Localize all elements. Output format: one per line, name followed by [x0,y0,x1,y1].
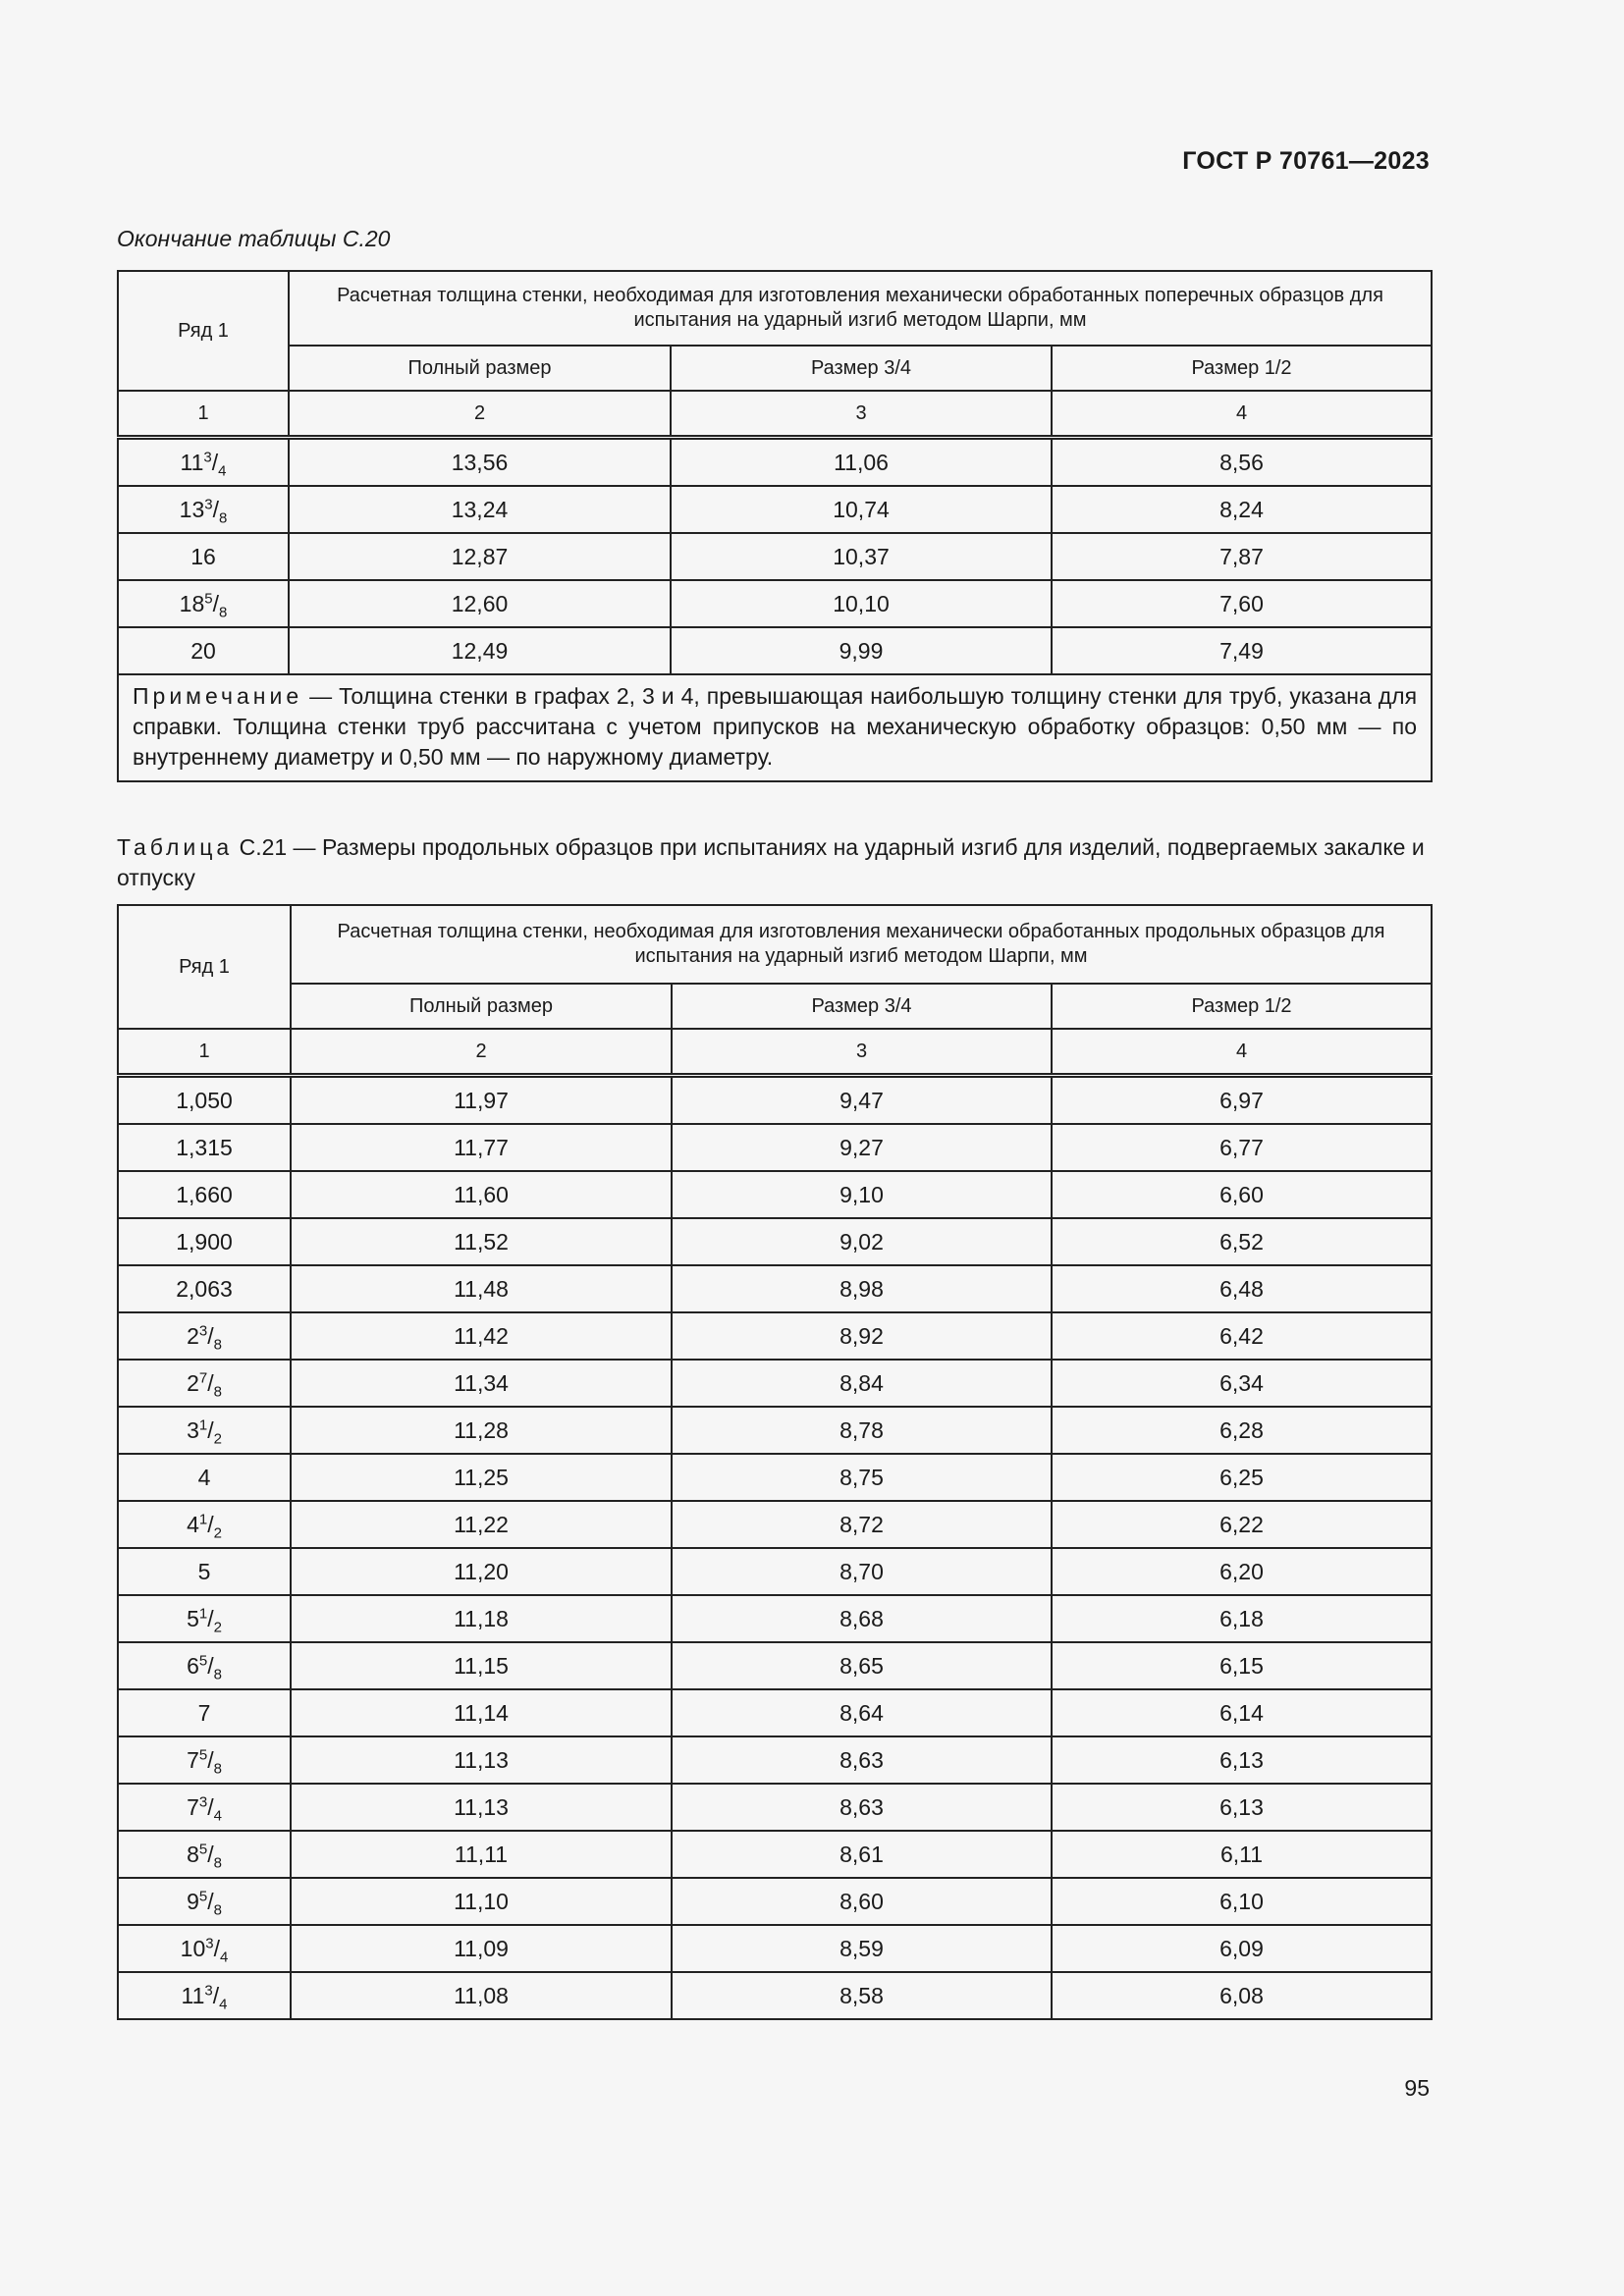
fraction-slash: / [212,590,219,616]
row-whole: 2 [187,1369,199,1396]
row-whole: 7 [197,1699,211,1726]
column-number: 1 [118,391,289,438]
row-whole: 13 [179,496,205,522]
table-row [118,1124,1432,1171]
row-designation [118,1454,291,1501]
row-designation [118,1360,291,1407]
value-size-half: 6,52 [1052,1218,1432,1265]
value-size-half: 6,28 [1052,1407,1432,1454]
value-size-three-quarter: 9,27 [672,1124,1052,1171]
fraction-denominator: 8 [213,1854,222,1872]
value-size-half: 6,22 [1052,1501,1432,1548]
value-size-half: 6,13 [1052,1736,1432,1784]
row-designation [118,627,289,674]
fraction-numerator: 5 [198,1887,208,1904]
fraction-numerator: 3 [204,1981,213,1999]
fraction-denominator: 8 [218,509,228,527]
value-full-size: 11,13 [291,1736,672,1784]
table-row [118,1831,1432,1878]
row-whole: 1,315 [176,1134,233,1160]
header-full-size: Полный размер [291,984,672,1029]
value-size-three-quarter: 11,06 [671,438,1052,487]
value-size-half: 6,18 [1052,1595,1432,1642]
row-designation [118,1501,291,1548]
table-c20-continued [117,270,1433,782]
fraction-numerator: 1 [198,1604,208,1622]
value-size-three-quarter: 8,61 [672,1831,1052,1878]
value-full-size: 12,49 [289,627,671,674]
column-number: 3 [672,1029,1052,1076]
value-size-three-quarter: 8,64 [672,1689,1052,1736]
row-designation [118,1689,291,1736]
row-designation [118,486,289,533]
value-full-size: 11,42 [291,1312,672,1360]
value-size-half: 6,77 [1052,1124,1432,1171]
table-row [118,1076,1432,1125]
row-designation [118,1595,291,1642]
row-whole: 2,063 [176,1275,233,1302]
table-row [118,1548,1432,1595]
row-whole: 20 [190,637,216,664]
header-size-half: Размер 1/2 [1052,984,1432,1029]
fraction-numerator: 5 [198,1745,208,1763]
value-size-three-quarter: 9,02 [672,1218,1052,1265]
value-size-three-quarter: 8,60 [672,1878,1052,1925]
fraction-denominator: 8 [213,1901,222,1919]
fraction-slash: / [207,1746,214,1773]
value-size-half: 6,08 [1052,1972,1432,2019]
value-full-size: 11,10 [291,1878,672,1925]
row-whole: 7 [187,1746,199,1773]
table-row [118,1171,1432,1218]
table-row [118,1972,1432,2019]
row-designation [118,438,289,487]
header-size-three-quarter: Размер 3/4 [671,346,1052,391]
value-size-half: 7,60 [1052,580,1432,627]
value-size-half: 6,13 [1052,1784,1432,1831]
value-size-three-quarter: 8,98 [672,1265,1052,1312]
value-size-three-quarter: 8,70 [672,1548,1052,1595]
value-size-three-quarter: 8,68 [672,1595,1052,1642]
fraction-numerator: 5 [198,1840,208,1857]
row-designation [118,1218,291,1265]
row-whole: 11 [181,1982,205,2008]
row-designation [118,1265,291,1312]
table-row [118,1595,1432,1642]
fraction-slash: / [212,496,219,522]
value-size-half: 6,14 [1052,1689,1432,1736]
fraction-denominator: 4 [213,1807,222,1825]
value-full-size: 13,56 [289,438,671,487]
fraction-denominator: 8 [213,1760,222,1778]
row-whole: 16 [190,543,216,569]
value-size-three-quarter: 8,75 [672,1454,1052,1501]
fraction-denominator: 4 [218,462,227,480]
table-row [118,1925,1432,1972]
fraction-numerator: 3 [205,1934,214,1951]
fraction-denominator: 4 [219,1996,228,2013]
fraction-denominator: 8 [218,604,228,621]
fraction-slash: / [207,1322,214,1349]
fraction-slash: / [207,1511,214,1537]
table-row [118,1312,1432,1360]
row-whole: 11 [180,449,204,475]
table-row [118,1265,1432,1312]
row-whole: 3 [187,1416,199,1443]
fraction-denominator: 2 [213,1524,222,1542]
value-size-three-quarter: 8,65 [672,1642,1052,1689]
row-whole: 2 [187,1322,199,1349]
value-size-half: 7,49 [1052,627,1432,674]
column-number: 4 [1052,1029,1432,1076]
table-note [118,674,1432,781]
value-full-size: 12,87 [289,533,671,580]
value-full-size: 13,24 [289,486,671,533]
fraction-numerator: 3 [198,1321,208,1339]
row-designation [118,1878,291,1925]
page-number: 95 [1404,2075,1430,2101]
value-size-half: 6,25 [1052,1454,1432,1501]
header-wall-thickness: Расчетная толщина стенки, необходимая для изготовления механически обработанных продольных образцов для испытания на ударный изгиб методом Шарпи, мм [291,905,1432,984]
column-number: 1 [118,1029,291,1076]
row-whole: 1,900 [176,1228,233,1255]
value-size-three-quarter: 8,72 [672,1501,1052,1548]
value-size-half: 6,15 [1052,1642,1432,1689]
value-size-three-quarter: 8,78 [672,1407,1052,1454]
value-full-size: 11,20 [291,1548,672,1595]
value-full-size: 11,52 [291,1218,672,1265]
fraction-slash: / [207,1652,214,1679]
table-row [118,1878,1432,1925]
fraction-slash: / [212,1982,220,2008]
value-full-size: 11,18 [291,1595,672,1642]
table-row [118,1689,1432,1736]
column-number: 2 [289,391,671,438]
value-full-size: 11,34 [291,1360,672,1407]
value-size-half: 6,20 [1052,1548,1432,1595]
value-full-size: 11,09 [291,1925,672,1972]
table-row [118,1784,1432,1831]
row-designation [118,580,289,627]
header-full-size: Полный размер [289,346,671,391]
table-caption-label: Таблица [117,834,234,860]
fraction-slash: / [207,1793,214,1820]
fraction-numerator: 5 [198,1651,208,1669]
table-c21-caption [117,832,1431,893]
header-size-three-quarter: Размер 3/4 [672,984,1052,1029]
fraction-denominator: 8 [213,1666,222,1683]
fraction-slash: / [213,1935,220,1961]
value-size-three-quarter: 8,92 [672,1312,1052,1360]
value-full-size: 11,77 [291,1124,672,1171]
row-designation [118,1124,291,1171]
value-size-three-quarter: 10,37 [671,533,1052,580]
value-size-half: 6,09 [1052,1925,1432,1972]
value-size-three-quarter: 9,47 [672,1076,1052,1125]
value-full-size: 11,11 [291,1831,672,1878]
row-whole: 1,050 [176,1087,233,1113]
value-size-half: 6,97 [1052,1076,1432,1125]
table-row [118,1407,1432,1454]
value-full-size: 11,08 [291,1972,672,2019]
value-full-size: 12,60 [289,580,671,627]
row-whole: 8 [187,1841,199,1867]
table-row [118,438,1432,487]
header-wall-thickness: Расчетная толщина стенки, необходимая для изготовления механически обработанных поперечных образцов для испытания на ударный изгиб методом Шарпи, мм [289,271,1432,346]
value-size-half: 6,10 [1052,1878,1432,1925]
fraction-denominator: 8 [213,1383,222,1401]
fraction-denominator: 2 [213,1430,222,1448]
fraction-numerator: 7 [198,1368,208,1386]
row-designation [118,1171,291,1218]
row-whole: 6 [187,1652,199,1679]
value-size-three-quarter: 10,74 [671,486,1052,533]
value-size-three-quarter: 10,10 [671,580,1052,627]
value-full-size: 11,22 [291,1501,672,1548]
value-full-size: 11,25 [291,1454,672,1501]
row-designation [118,1784,291,1831]
table-row [118,1736,1432,1784]
header-row-column: Ряд 1 [118,905,291,1029]
table-row [118,1454,1432,1501]
value-full-size: 11,97 [291,1076,672,1125]
fraction-slash: / [207,1605,214,1631]
value-full-size: 11,13 [291,1784,672,1831]
row-designation [118,1076,291,1125]
value-size-half: 6,11 [1052,1831,1432,1878]
row-whole: 5 [197,1558,211,1584]
fraction-slash: / [207,1888,214,1914]
column-number: 4 [1052,391,1432,438]
value-full-size: 11,15 [291,1642,672,1689]
row-whole: 18 [179,590,205,616]
value-size-half: 6,48 [1052,1265,1432,1312]
value-full-size: 11,28 [291,1407,672,1454]
value-size-half: 6,34 [1052,1360,1432,1407]
table-row [118,1642,1432,1689]
note-text: — Толщина стенки в графах 2, 3 и 4, превышающая наибольшую толщину стенки для труб, указана для справки. Толщина стенки труб рассчитана с учетом припусков на механическую обработку образцов: 0,50 мм — по внутреннему диаметру и 0,50 мм — по наружному диаметру. [133,683,1418,770]
table-row [118,1360,1432,1407]
value-full-size: 11,14 [291,1689,672,1736]
row-whole: 4 [197,1464,211,1490]
fraction-numerator: 1 [198,1510,208,1527]
fraction-numerator: 3 [198,1792,208,1810]
table-row [118,580,1432,627]
row-designation [118,533,289,580]
table-row [118,627,1432,674]
fraction-slash: / [207,1369,214,1396]
fraction-numerator: 5 [204,589,213,607]
fraction-denominator: 2 [213,1619,222,1636]
row-whole: 4 [187,1511,199,1537]
value-size-three-quarter: 8,58 [672,1972,1052,2019]
fraction-slash: / [211,449,219,475]
column-number: 2 [291,1029,672,1076]
value-size-three-quarter: 8,84 [672,1360,1052,1407]
row-designation [118,1407,291,1454]
row-designation [118,1831,291,1878]
fraction-slash: / [207,1841,214,1867]
row-whole: 10 [180,1935,206,1961]
fraction-numerator: 3 [203,448,212,465]
value-size-three-quarter: 9,99 [671,627,1052,674]
header-size-half: Размер 1/2 [1052,346,1432,391]
table-row [118,486,1432,533]
value-size-half: 6,60 [1052,1171,1432,1218]
value-size-three-quarter: 9,10 [672,1171,1052,1218]
table-continuation-caption: Окончание таблицы С.20 [117,226,391,251]
column-number: 3 [671,391,1052,438]
row-whole: 9 [187,1888,199,1914]
row-designation [118,1925,291,1972]
table-caption-text: С.21 — Размеры продольных образцов при испытаниях на ударный изгиб для изделий, подвергаемых закалке и отпуску [117,834,1425,890]
value-full-size: 11,60 [291,1171,672,1218]
row-whole: 7 [187,1793,199,1820]
row-designation [118,1642,291,1689]
value-full-size: 11,48 [291,1265,672,1312]
fraction-numerator: 1 [198,1415,208,1433]
document-code: ГОСТ Р 70761—2023 [1182,147,1430,175]
row-whole: 1,660 [176,1181,233,1207]
value-size-half: 8,24 [1052,486,1432,533]
value-size-half: 7,87 [1052,533,1432,580]
value-size-three-quarter: 8,63 [672,1736,1052,1784]
table-row [118,1218,1432,1265]
value-size-half: 6,42 [1052,1312,1432,1360]
fraction-denominator: 4 [219,1949,229,1966]
header-row-column: Ряд 1 [118,271,289,391]
table-c21 [117,904,1433,2020]
value-size-three-quarter: 8,63 [672,1784,1052,1831]
table-row [118,1501,1432,1548]
row-designation [118,1972,291,2019]
table-row [118,533,1432,580]
fraction-slash: / [207,1416,214,1443]
note-label: Примечание [133,683,303,709]
fraction-denominator: 8 [213,1336,222,1354]
row-designation [118,1312,291,1360]
value-size-half: 8,56 [1052,438,1432,487]
row-whole: 5 [187,1605,199,1631]
row-designation [118,1548,291,1595]
fraction-numerator: 3 [204,495,213,512]
value-size-three-quarter: 8,59 [672,1925,1052,1972]
row-designation [118,1736,291,1784]
